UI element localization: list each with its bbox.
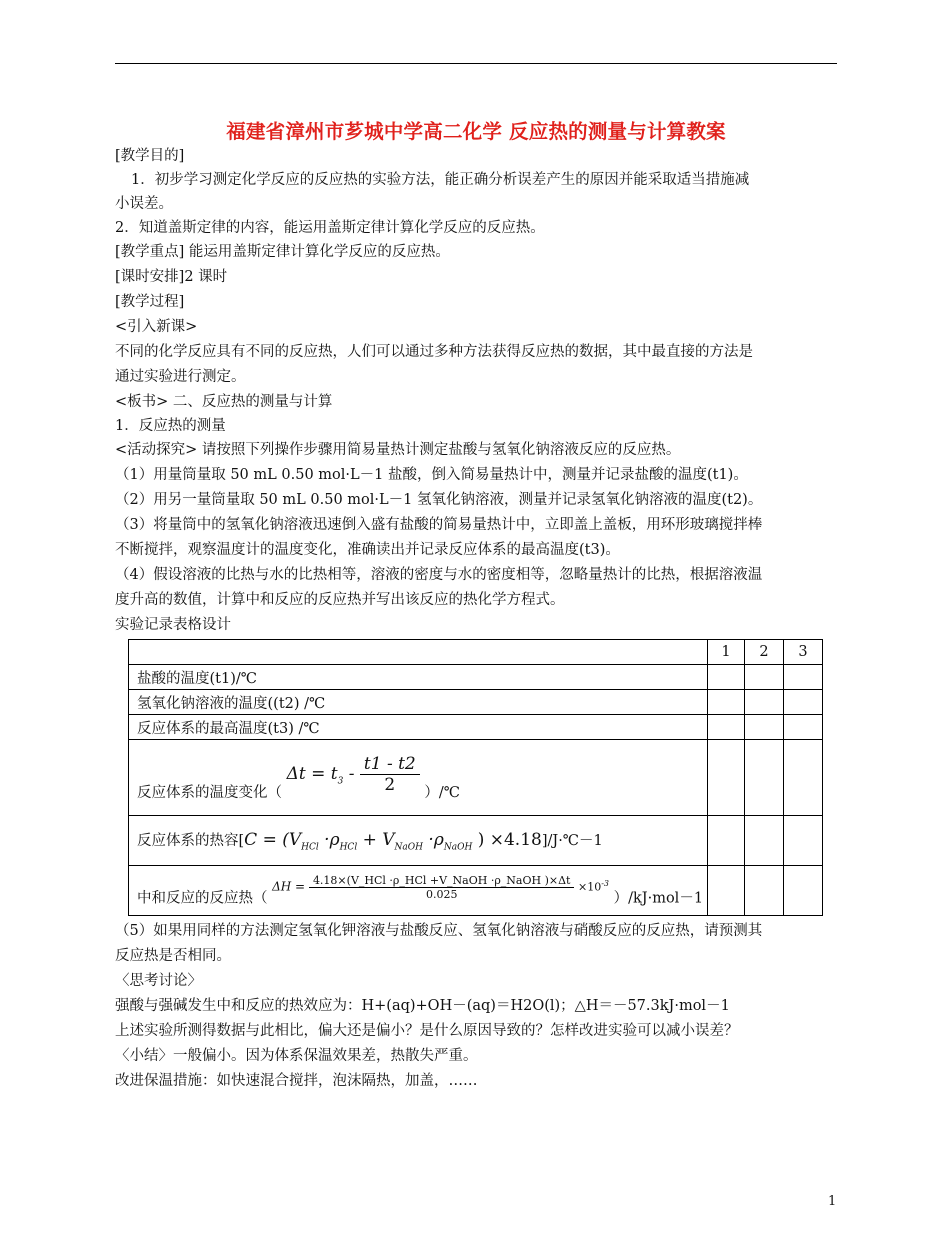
table-caption: 实验记录表格设计 <box>115 617 231 633</box>
section-schedule: [课时安排]2 课时 <box>115 269 228 285</box>
table-header: 1 <box>708 640 745 665</box>
table-row <box>129 740 823 816</box>
table-row <box>129 816 823 866</box>
page-number: 1 <box>828 1194 837 1209</box>
table-header: 2 <box>745 640 784 665</box>
paragraph: 度升高的数值，计算中和反应的反应热并写出该反应的热化学方程式。 <box>115 592 565 608</box>
paragraph: 1．反应热的测量 <box>115 418 226 434</box>
table-row <box>129 690 823 715</box>
table-row <box>129 665 823 690</box>
table-row <box>129 715 823 740</box>
paragraph: 上述实验所测得数据与此相比，偏大还是偏小？是什么原因导致的？怎样改进实验可以减小误差？ <box>115 1023 739 1039</box>
paragraph: 改进保温措施：如快速混合搅拌，泡沫隔热，加盖，…… <box>115 1073 478 1089</box>
paragraph: <活动探究> 请按照下列操作步骤用简易量热计测定盐酸与氢氧化钠溶液反应的反应热。 <box>115 442 681 458</box>
experiment-record-table <box>128 639 823 916</box>
paragraph: 1．初步学习测定化学反应的反应热的实验方法，能正确分析误差产生的原因并能采取适当措施减 <box>131 172 750 188</box>
paragraph: 2．知道盖斯定律的内容，能运用盖斯定律计算化学反应的反应热。 <box>115 220 545 236</box>
row-label: 盐酸的温度(t1)/℃ <box>129 665 708 690</box>
delta-t-formula: $\Delta t = t_3$ - $\frac{t1 - t2}{2}$ <box>287 754 420 795</box>
row-label: 反应体系的最高温度(t3) /℃ <box>129 715 708 740</box>
paragraph: <引入新课> <box>115 319 198 335</box>
section-process: [教学过程] <box>115 294 185 310</box>
section-objectives: [教学目的] <box>115 148 185 164</box>
table-header-row <box>129 640 823 665</box>
heat-capacity-formula: $C = (V_{HCl} \cdot\rho_{HCl} + V_{NaOH} \cdot\rho_{NaOH}$ ) ×4.18 <box>244 829 542 853</box>
paragraph: <板书> 二、反应热的测量与计算 <box>115 394 333 410</box>
row-label: 中和反应的反应热（ ΔH = $\frac{\text{4.18×(V\_HCl ·ρ\_HCl +V\_NaOH ·ρ\_NaOH )×Δt}}{0.025}$ $\times 10^{-3}$ ）/kJ·mol－1 <box>129 866 708 916</box>
step-5: （5）如果用同样的方法测定氢氧化钾溶液与盐酸反应、氢氧化钠溶液与硝酸反应的反应热，请预测其 <box>115 923 763 939</box>
paragraph: 小误差。 <box>115 196 173 212</box>
row-label: 反应体系的热容[$C = (V_{HCl} \cdot\rho_{HCl} + V_{NaOH} \cdot\rho_{NaOH}$ ) ×4.18]/J·℃－1 <box>129 816 708 866</box>
step-3: （3）将量筒中的氢氧化钠溶液迅速倒入盛有盐酸的简易量热计中，立即盖上盖板，用环形玻璃搅拌棒 <box>115 517 763 533</box>
step-1: （1）用量筒量取 50 mL 0.50 mol·L－1 盐酸，倒入简易量热计中，测量并记录盐酸的温度(t1)。 <box>115 467 748 483</box>
row-label: 反应体系的温度变化（ $\Delta t = t_3$ - $\frac{t1 - t2}{2}$ ）/℃ <box>129 740 708 816</box>
table-row <box>129 866 823 916</box>
row-label: 氢氧化钠溶液的温度((t2) /℃ <box>129 690 708 715</box>
step-4: （4）假设溶液的比热与水的比热相等，溶液的密度与水的密度相等，忽略量热计的比热，根据溶液温 <box>115 567 763 583</box>
section-discussion: 〈思考讨论〉 <box>115 973 202 989</box>
paragraph: 不同的化学反应具有不同的反应热，人们可以通过多种方法获得反应热的数据，其中最直接的方法是 <box>115 344 753 360</box>
document-title: 福建省漳州市芗城中学高二化学 反应热的测量与计算教案 <box>226 120 726 143</box>
paragraph: 不断搅拌，观察温度计的温度变化，准确读出并记录反应体系的最高温度(t3)。 <box>115 542 620 558</box>
paragraph: 通过实验进行测定。 <box>115 369 246 385</box>
header-rule <box>115 63 837 64</box>
section-key-points: [教学重点] 能运用盖斯定律计算化学反应的反应热。 <box>115 244 450 260</box>
paragraph: 反应热是否相同。 <box>115 948 231 964</box>
step-2: （2）用另一量筒量取 50 mL 0.50 mol·L－1 氢氧化钠溶液，测量并记录氢氧化钠溶液的温度(t2)。 <box>115 492 763 508</box>
section-summary: 〈小结〉一般偏小。因为体系保温效果差，热散失严重。 <box>115 1048 478 1064</box>
table-header: 3 <box>784 640 823 665</box>
paragraph: 强酸与强碱发生中和反应的热效应为：H+(aq)+OH－(aq)＝H2O(l)；△H＝－57.3kJ·mol－1 <box>115 998 730 1014</box>
enthalpy-formula: ΔH = $\frac{\text{4.18×(V\_HCl ·ρ\_HCl +V\_NaOH ·ρ\_NaOH )×Δt}}{0.025}$ $\times 10^{-3}$ <box>272 873 609 901</box>
table-cell <box>129 640 708 665</box>
